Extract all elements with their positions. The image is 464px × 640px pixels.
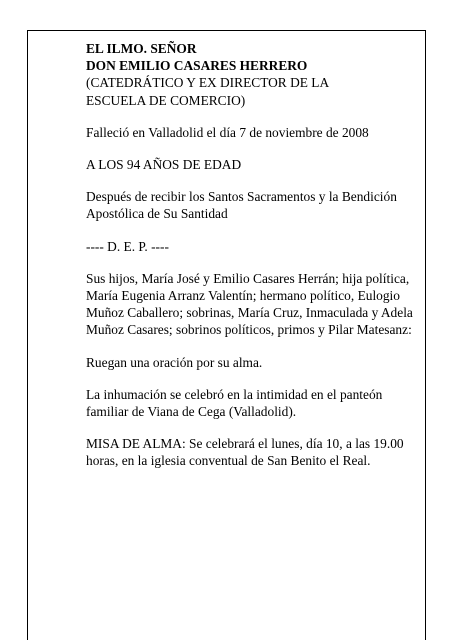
deceased-title-line1: (CATEDRÁTICO Y EX DIRECTOR DE LA [86, 75, 330, 91]
obituary-header [86, 40, 416, 109]
death-notice: Falleció en Valladolid el día 7 de noviembre de 2008 [86, 124, 369, 140]
mass-notice: MISA DE ALMA: Se celebrará el lunes, día 10, a las 19.00 horas, en la iglesia conventual de San Benito el Real. [86, 436, 404, 469]
age-notice: A LOS 94 AÑOS DE EDAD [86, 157, 242, 173]
prayer-request: Ruegan una oración por su alma. [86, 354, 263, 370]
deceased-name: DON EMILIO CASARES HERRERO [86, 58, 308, 74]
sacraments-notice: Después de recibir los Santos Sacramentos y la Bendición Apostólica de Su Santidad [86, 189, 397, 222]
deceased-title-line2: ESCUELA DE COMERCIO) [86, 92, 246, 108]
rip-line: ---- D. E. P. ---- [86, 238, 169, 254]
obituary-text [86, 40, 416, 485]
burial-notice: La inhumación se celebró en la intimidad en el panteón familiar de Viana de Cega (Valladolid). [86, 386, 383, 420]
deceased-honorific: EL ILMO. SEÑOR [86, 41, 197, 56]
family-list: Sus hijos, María José y Emilio Casares Herrán; hija política, María Eugenia Arranz Valentín; hermano político, Eulogio Muñoz Caballero; sobrinas, María Cruz, Inmaculada y Adela Muñoz Casares; sobrinos políticos, primos y Pilar Matesanz: [86, 270, 413, 338]
